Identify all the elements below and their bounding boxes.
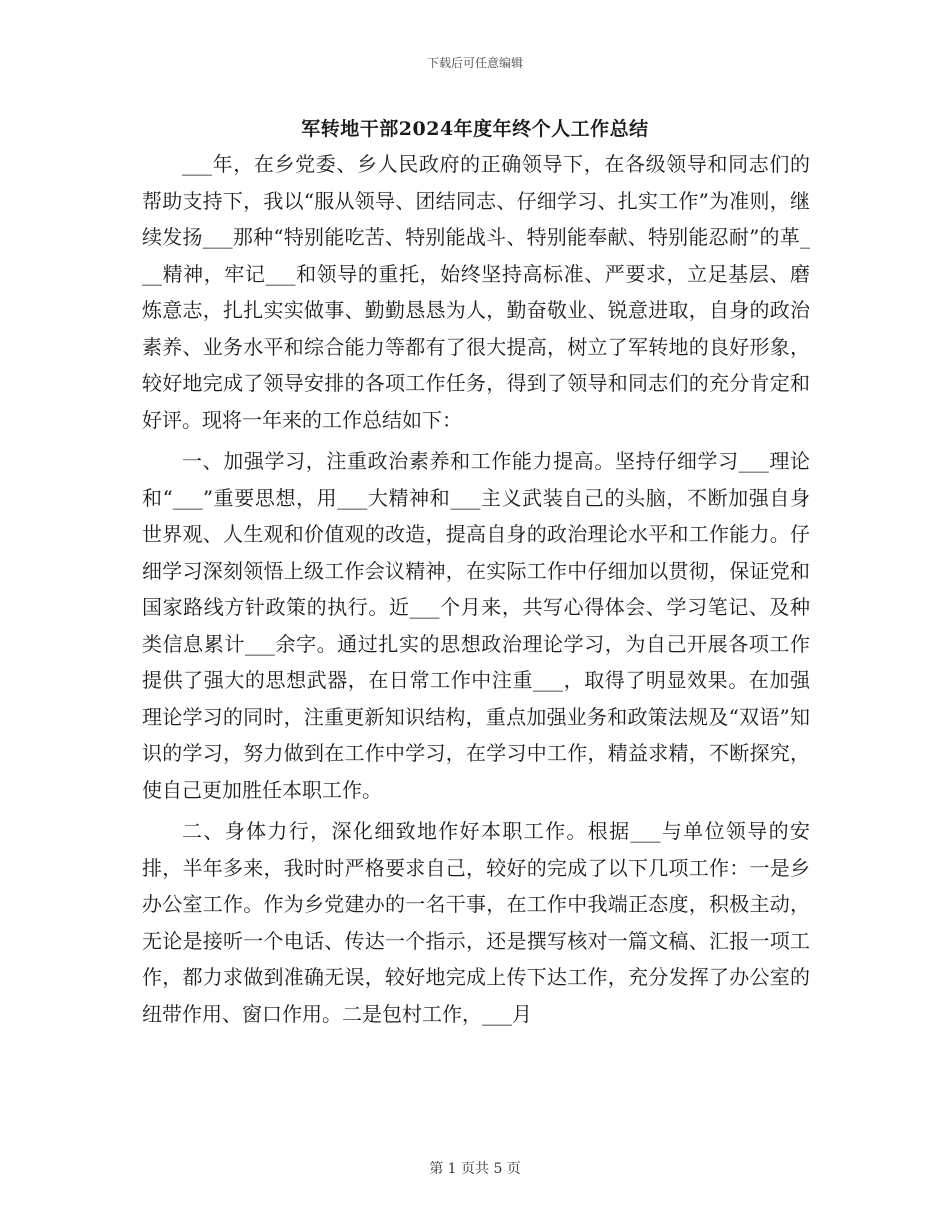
page-footer: 第 1 页共 5 页 xyxy=(429,1161,521,1177)
document-body xyxy=(142,146,810,1032)
paragraph-section-2: 二、身体力行，深化细致地作好本职工作。根据___与单位领导的安排，半年多来，我时时严格要求自己，较好的完成了以下几项工作：一是乡办公室工作。作为乡党建办的一名干事，在工作中我端正态度，积极主动，无论是接听一个电话、传达一个指示，还是撰写核对一篇文稿、汇报一项工作，都力求做到准确无误，较好地完成上传下达工作，充分发挥了办公室的纽带作用、窗口作用。二是包村工作，___月 xyxy=(142,819,810,1026)
paragraph-intro: ___年，在乡党委、乡人民政府的正确领导下，在各级领导和同志们的帮助支持下，我以“服从领导、团结同志、仔细学习、扎实工作”为准则，继续发扬___那种“特别能吃苦、特别能战斗、特别能奉献、特别能忍耐”的革___精神，牢记___和领导的重托，始终坚持高标准、严要求，立足基层、磨炼意志，扎扎实实做事、勤勤恳恳为人，勤奋敬业、锐意进取，自身的政治素养、业务水平和综合能力等都有了很大提高，树立了军转地的良好形象，较好地完成了领导安排的各项工作任务，得到了领导和同志们的充分肯定和好评。现将一年来的工作总结如下： xyxy=(142,152,810,432)
paragraph-section-1: 一、加强学习，注重政治素养和工作能力提高。坚持仔细学习___理论和“___”重要思想，用___大精神和___主义武装自己的头脑，不断加强自身世界观、人生观和价值观的改造，提高自身的政治理论水平和工作能力。仔细学习深刻领悟上级工作会议精神，在实际工作中仔细加以贯彻，保证党和国家路线方针政策的执行。近___个月来，共写心得体会、学习笔记、及种类信息累计___余字。通过扎实的思想政治理论学习，为自己开展各项工作提供了强大的思想武器，在日常工作中注重___，取得了明显效果。在加强理论学习的同时，注重更新知识结构，重点加强业务和政策法规及“双语”知识的学习，努力做到在工作中学习，在学习中工作，精益求精，不断探究，使自己更加胜任本职工作。 xyxy=(142,449,810,802)
header-note: 下载后可任意编辑 xyxy=(426,56,523,70)
document-title: 军转地干部2024年度年终个人工作总结 xyxy=(301,118,649,140)
